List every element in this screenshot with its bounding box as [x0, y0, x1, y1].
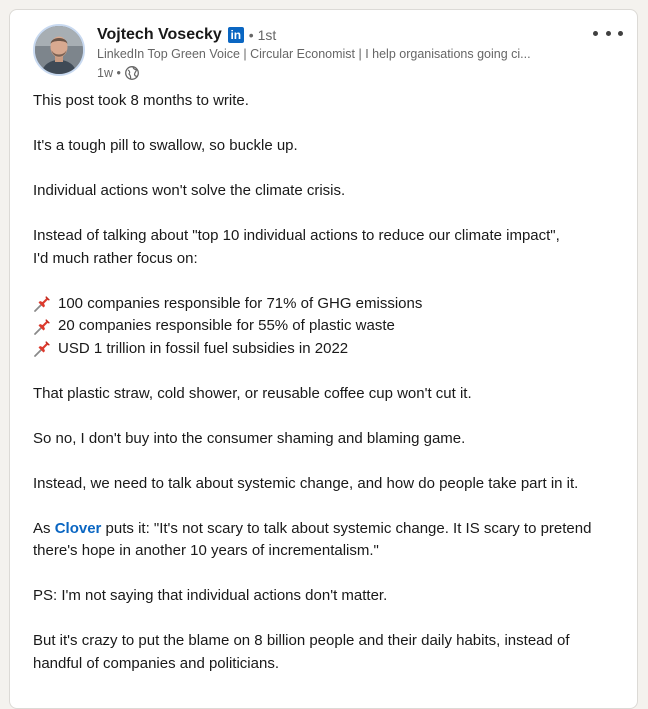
author-name[interactable]: Vojtech Vosecky	[97, 26, 222, 43]
author-avatar[interactable]	[33, 24, 85, 76]
post-paragraph: PS: I'm not saying that individual actions don't matter.	[33, 587, 388, 604]
linkedin-icon: in	[228, 27, 244, 43]
avatar-image	[35, 26, 83, 74]
post-text: As	[33, 519, 51, 537]
mention-link[interactable]: Clover	[54, 519, 102, 537]
post-line: Instead of talking about "top 10 individual actions to reduce our climate impact",	[33, 227, 560, 244]
post-paragraph	[33, 518, 623, 563]
connection-degree: • 1st	[248, 27, 277, 43]
pushpin-icon	[33, 294, 52, 313]
post-line: handful of companies and politicians.	[33, 654, 279, 672]
bullet-text: 20 companies responsible for 55% of plastic waste	[58, 317, 395, 334]
bullet-text: 100 companies responsible for 71% of GHG emissions	[58, 294, 423, 312]
more-dot	[593, 31, 598, 36]
bullet-text: USD 1 trillion in fossil fuel subsidies in 2022	[58, 339, 349, 357]
post-card	[9, 9, 638, 709]
author-name-row	[97, 24, 276, 46]
post-paragraph: Individual actions won't solve the climate crisis.	[33, 182, 346, 199]
author-headline[interactable]: LinkedIn Top Green Voice | Circular Economist | I help organisations going ci...	[97, 47, 531, 61]
post-paragraph: Instead, we need to talk about systemic change, and how do people take part in it.	[33, 474, 579, 492]
post-time: 1w •	[97, 66, 121, 80]
list-item	[33, 315, 623, 338]
pushpin-icon	[33, 339, 52, 358]
post-paragraph: So no, I don't buy into the consumer shaming and blaming game.	[33, 429, 466, 447]
post-paragraph: That plastic straw, cold shower, or reusable coffee cup won't cut it.	[33, 384, 472, 402]
more-dot	[606, 31, 611, 36]
post-header	[10, 10, 637, 94]
post-meta	[97, 65, 139, 81]
list-item	[33, 338, 623, 361]
bullet-list	[33, 293, 623, 361]
more-options-icon[interactable]	[593, 24, 623, 42]
post-paragraph: It's a tough pill to swallow, so buckle up.	[33, 137, 298, 154]
post-paragraph: This post took 8 months to write.	[33, 92, 249, 109]
post-text: puts it: "It's not scary to talk about systemic change. It IS scary to pretend	[105, 519, 592, 537]
post-paragraph	[33, 225, 623, 270]
post-line: there's hope in another 10 years of incrementalism."	[33, 542, 379, 559]
post-line: I'd much rather focus on:	[33, 249, 198, 267]
post-line: But it's crazy to put the blame on 8 billion people and their daily habits, instead of	[33, 632, 570, 649]
list-item	[33, 293, 623, 316]
globe-icon	[125, 66, 139, 80]
post-paragraph	[33, 630, 623, 675]
more-dot	[618, 31, 623, 36]
pushpin-icon	[33, 317, 52, 336]
post-body	[33, 90, 623, 698]
